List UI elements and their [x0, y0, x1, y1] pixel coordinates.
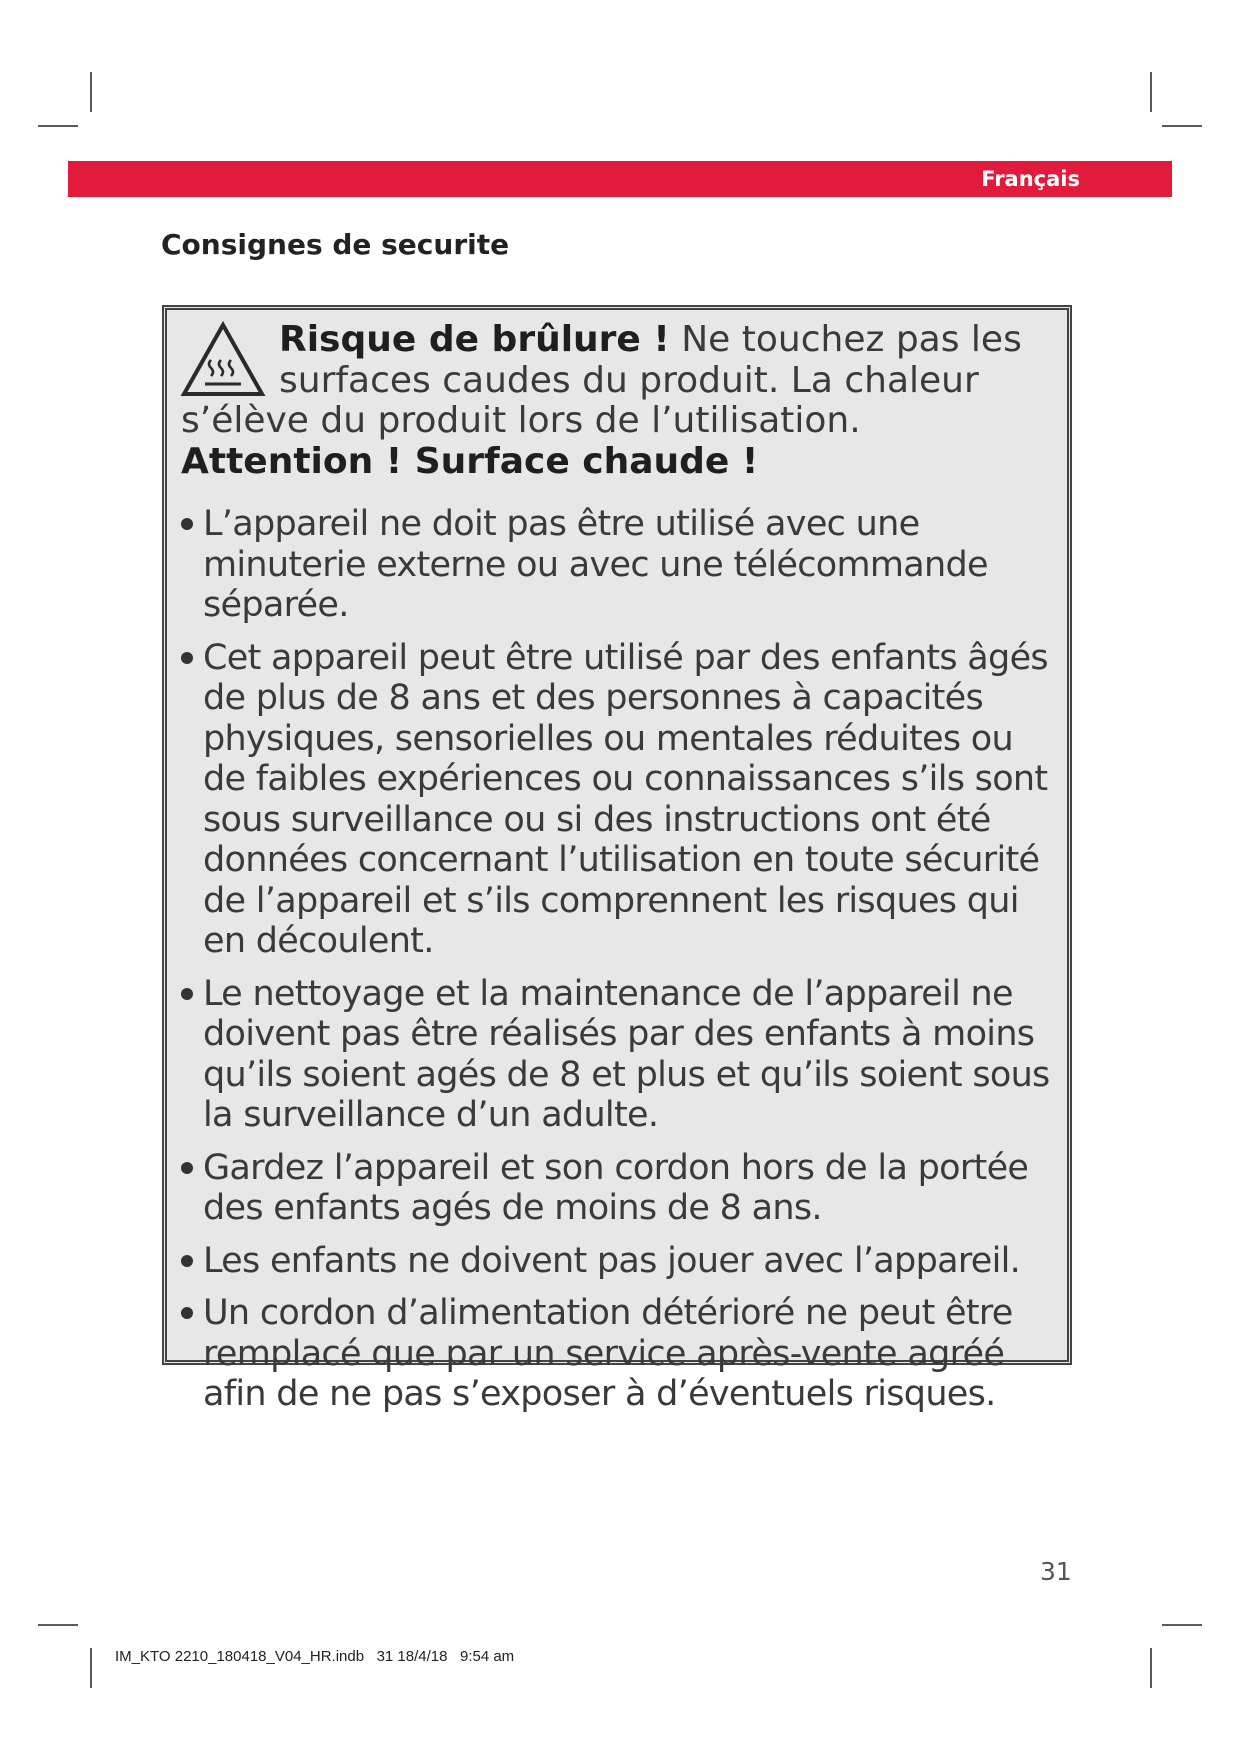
hot-surface-warning-icon [181, 322, 265, 398]
list-item [181, 1241, 1053, 1282]
hot-surface-attention: Attention ! Surface chaude ! [181, 440, 759, 482]
list-item [181, 1148, 1053, 1229]
bullet-text: Gardez l’appareil et son cordon hors de la portée des enfants agés de moins de 8 ans. [203, 1147, 1029, 1228]
bullet-text: Un cordon d’alimentation détérioré ne peut être remplacé que par un service après-vente agréé afin de ne pas s’exposer à d’éventuels risques. [203, 1293, 1013, 1414]
burn-risk-heading: Risque de brûlure ! [279, 319, 670, 360]
crop-mark-top-right-horizontal [1162, 125, 1202, 127]
language-header-bar [68, 161, 1172, 197]
crop-mark-top-left-horizontal [38, 125, 78, 127]
bullet-icon [181, 1255, 193, 1267]
bullet-text: Les enfants ne doivent pas jouer avec l’appareil. [203, 1240, 1021, 1281]
safety-warning-box [162, 305, 1072, 1414]
crop-mark-top-right-vertical [1150, 72, 1152, 112]
section-title: Consignes de securite [161, 228, 510, 261]
crop-mark-bottom-right-vertical [1150, 1648, 1152, 1688]
bullet-icon [181, 1307, 193, 1319]
list-item [181, 974, 1053, 1136]
bullet-icon [181, 1162, 193, 1174]
bullet-icon [181, 988, 193, 1000]
bullet-text: Le nettoyage et la maintenance de l’appareil ne doivent pas être réalisés par des enfants à moins qu’ils soient agés de 8 et plus et qu’ils soient sous la surveillance d’un adulte. [203, 973, 1050, 1135]
list-item [181, 638, 1053, 962]
bullet-text: Cet appareil peut être utilisé par des enfants âgés de plus de 8 ans et des personnes à capacités physiques, sensorielles ou mentales réduites ou de faibles expériences ou connaissances s’ils sont sous surveillance ou si des instructions ont été données concernant l’utilisation en toute sécurité de l’appareil et s’ils comprennent les risques qui en découlent. [203, 637, 1048, 961]
print-info-footer: IM_KTO 2210_180418_V04_HR.indb 31 18/4/18 9:54 am [115, 1648, 515, 1665]
list-item [181, 504, 1053, 626]
burn-warning-paragraph [181, 320, 1053, 482]
burn-risk-text: Ne touchez pas les surfaces caudes du produit. La chaleur s’élève du produit lors de l’utilisation. [181, 319, 1022, 441]
language-label: Français [981, 167, 1080, 191]
safety-bullet-list [181, 504, 1053, 1415]
crop-mark-bottom-left-horizontal [38, 1624, 78, 1626]
bullet-text: L’appareil ne doit pas être utilisé avec une minuterie externe ou avec une télécommande séparée. [203, 504, 988, 625]
crop-mark-bottom-right-horizontal [1162, 1624, 1202, 1626]
bullet-icon [181, 652, 193, 664]
crop-mark-top-left-vertical [90, 72, 92, 112]
bullet-icon [181, 518, 193, 530]
crop-mark-bottom-left-vertical [90, 1648, 92, 1688]
list-item [181, 1293, 1053, 1415]
page-number: 31 [1040, 1557, 1072, 1586]
